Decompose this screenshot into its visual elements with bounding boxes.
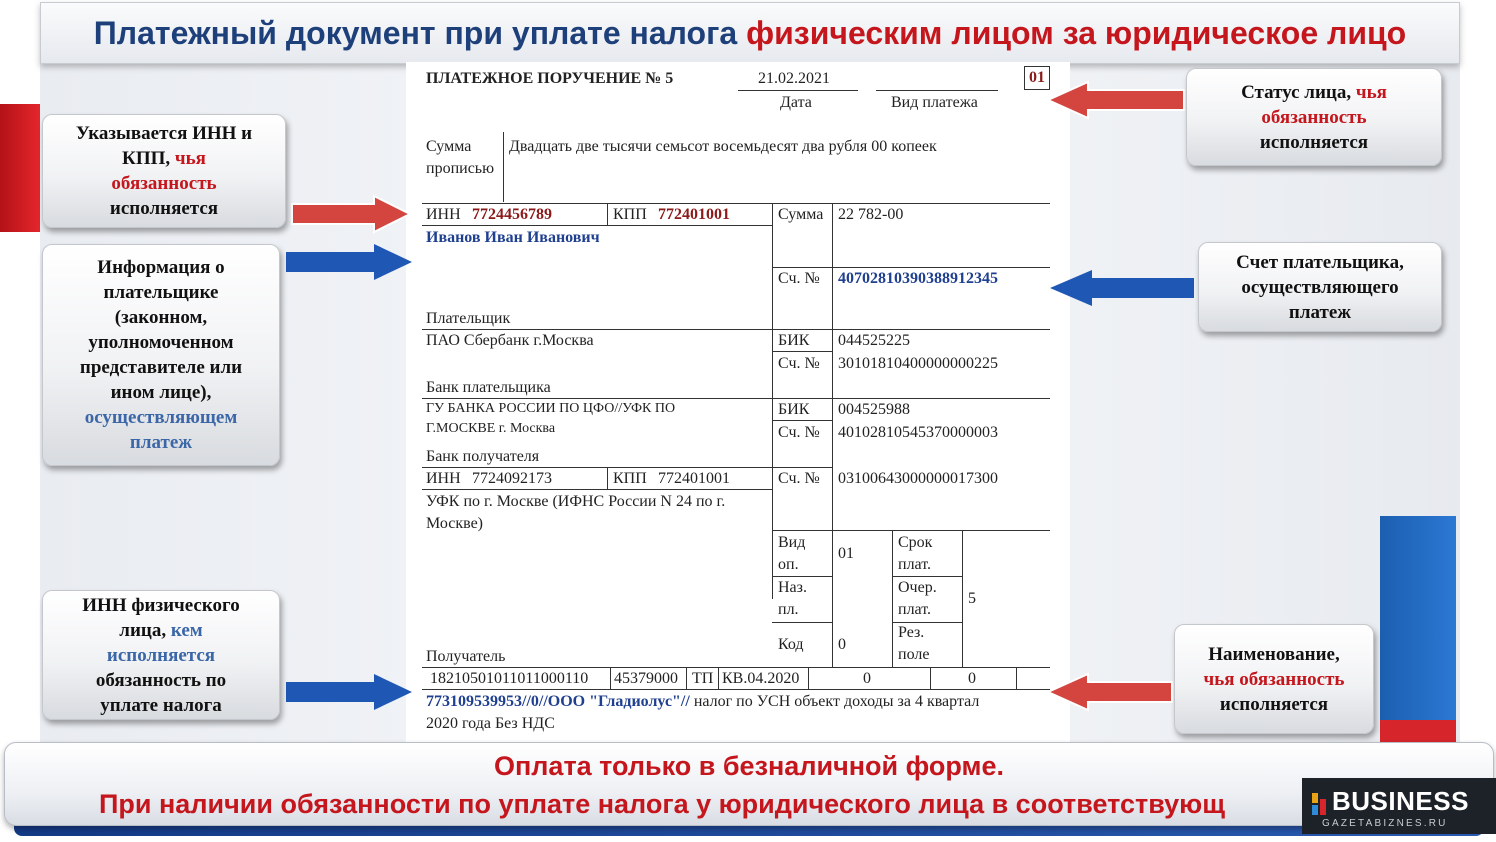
callout-highlight: обязанность [1261,106,1367,128]
date-label: Дата [780,94,812,111]
callout-payer-account [1198,242,1442,332]
callout-highlight: чья [1355,81,1387,103]
recipient-bank-line2: Г.МОСКВЕ г. Москва [426,421,556,436]
status-code: 01 [1024,66,1050,90]
callout-text: Счет плательщика, [1236,251,1404,273]
title-part-blue: Платежный документ при уплате налога [93,15,738,51]
callout-text-part: Статус лица, [1241,81,1356,103]
callout-highlight: осуществляющем [84,407,238,428]
amount-words-label-2: прописью [426,160,495,177]
payer-bank-bik: 044525225 [838,332,910,349]
recipient-name-line2: Москве) [426,515,483,532]
business-watermark [1302,778,1496,834]
purpose-line1 [426,693,979,711]
recipient-label: Получатель [426,648,506,665]
op-type: 01 [838,545,854,562]
callout-text: Наименование, [1208,643,1340,665]
watermark-name: BUSINESS [1332,786,1469,816]
kbk: 18210501011011000110 [430,670,589,687]
recipient-bank-acc-label: Сч. № [778,424,820,441]
doc-number: 0 [863,670,871,687]
payer-account: 40702810390388912345 [838,270,998,287]
callout-highlight: исполняется [106,644,216,666]
recipient-inn: 7724092173 [472,470,552,487]
recipient-bank-line1: ГУ БАНКА РОССИИ ПО ЦФО//УФК ПО [426,401,676,416]
callout-name [1174,624,1374,734]
callout-text: исполняется [1259,131,1369,153]
queue-value: 5 [968,590,976,607]
right-red-accent [1380,720,1456,744]
right-blue-accent [1380,516,1456,720]
amount-words: Двадцать две тысячи семьсот восемьдесят два рубля 00 копеек [509,138,937,155]
callout-highlight: обязанность [111,173,217,194]
sum-value: 22 782-00 [838,206,904,223]
recipient-acc-label: Сч. № [778,470,820,487]
reserved-field-label: Рез. [898,624,925,641]
callout-text: Указывается ИНН и [75,123,253,144]
callout-inn-person [42,590,280,720]
callout-text-part: лица, [119,619,171,641]
arrow-left-blue-icon [1046,268,1196,308]
term-label-2: плат. [898,556,932,573]
callout-text: уполномоченном [88,332,234,353]
callout-highlight: чья обязанность [1203,668,1345,690]
arrow-right-red-icon [290,194,414,234]
payment-type-label: Вид платежа [891,94,978,111]
doc-date: 21.02.2021 [758,70,830,87]
callout-text: ином лице), [110,382,212,403]
callout-text: представителе или [79,357,243,378]
payer-bank-acc: 30101810400000000225 [838,355,998,372]
callout-status [1186,68,1442,166]
callout-text-part: КПП, [122,148,175,169]
payer-label: Плательщик [426,310,511,327]
watermark-site: GAZETABIZNES.RU [1322,818,1448,829]
basis: ТП [692,670,714,687]
oktmo: 45379000 [614,670,678,687]
banner-line1: Оплата только в безналичной форме. [493,751,1005,781]
callout-text: плательщике [103,282,219,303]
arrow-right-blue-icon [284,242,416,282]
callout-text: уплате налога [100,694,222,716]
payer-inn-label: ИНН [426,206,461,223]
callout-text: Информация о [97,257,225,278]
callout-text: исполняется [1219,693,1329,715]
callout-text: ИНН физического [82,594,240,616]
recipient-inn-label: ИНН [426,470,461,487]
bottom-banner [4,742,1494,826]
queue-label: Очер. [898,579,937,596]
purpose-rest: налог по УСН объект доходы за 4 квартал [689,693,980,710]
recipient-kpp: 772401001 [658,470,730,487]
logo-mark-icon [1312,793,1326,815]
code-value: 0 [838,636,846,653]
payer-kpp: 772401001 [658,206,730,223]
purpose-line2: 2020 года Без НДС [426,715,555,732]
op-type-label-2: оп. [778,556,799,573]
callout-highlight: кем [170,619,203,641]
arrow-left-red-icon [1044,80,1186,120]
queue-label-2: плат. [898,601,932,618]
recipient-bank-bik: 004525988 [838,401,910,418]
callout-highlight: платеж [129,432,193,453]
recipient-bank-acc: 40102810545370000003 [838,424,998,441]
callout-text [76,146,252,171]
payer-inn: 7724456789 [472,206,552,223]
period: КВ.04.2020 [722,670,800,687]
arrow-left-red-icon [1044,672,1174,712]
callout-highlight: чья [174,148,206,169]
recipient-kpp-label: КПП [613,470,647,487]
callout-text: исполняется [109,198,219,219]
term-label: Срок [898,534,933,551]
banner-line2: При наличии обязанности по уплате налога у юридического лица в соответствующ [99,789,1226,819]
amount-words-label: Сумма [426,138,472,155]
doc-date-field: 0 [968,670,976,687]
callout-text: платеж [1288,301,1352,323]
recipient-bank-label: Банк получателя [426,448,540,465]
payer-bank: ПАО Сбербанк г.Москва [426,332,594,349]
payer-name: Иванов Иван Иванович [426,229,600,246]
payer-account-label: Сч. № [778,270,820,287]
callout-text [1241,80,1387,105]
recipient-bank-bik-label: БИК [778,401,810,418]
payer-bank-acc-label: Сч. № [778,355,820,372]
sum-label: Сумма [778,206,824,223]
payer-kpp-label: КПП [613,206,647,223]
callout-text: (законном, [114,307,208,328]
purpose-payer: 773109539953//0//ООО "Гладиолус"// [426,693,690,710]
payment-order-document [406,62,1070,742]
left-red-accent [0,104,40,232]
code-label: Код [778,636,804,653]
payer-bank-label: Банк плательщика [426,379,551,396]
recipient-name-line1: УФК по г. Москве (ИФНС России N 24 по г. [426,493,726,510]
purpose-code-label-2: пл. [778,601,799,618]
callout-payer-info [42,244,280,466]
title-part-red: физическим лицом за юридическое лицо [746,15,1407,51]
arrow-right-blue-icon [284,672,416,712]
purpose-code-label: Наз. [778,579,807,596]
payer-bank-bik-label: БИК [778,332,810,349]
callout-inn-kpp [42,114,286,228]
callout-text: осуществляющего [1241,276,1399,298]
reserved-field-label-2: поле [898,646,930,663]
callout-text [82,618,239,643]
op-type-label: Вид [778,534,806,551]
slide-title [40,2,1460,64]
callout-text: обязанность по [95,669,227,691]
doc-heading: ПЛАТЕЖНОЕ ПОРУЧЕНИЕ № 5 [426,70,674,87]
recipient-acc: 03100643000000017300 [838,470,998,487]
